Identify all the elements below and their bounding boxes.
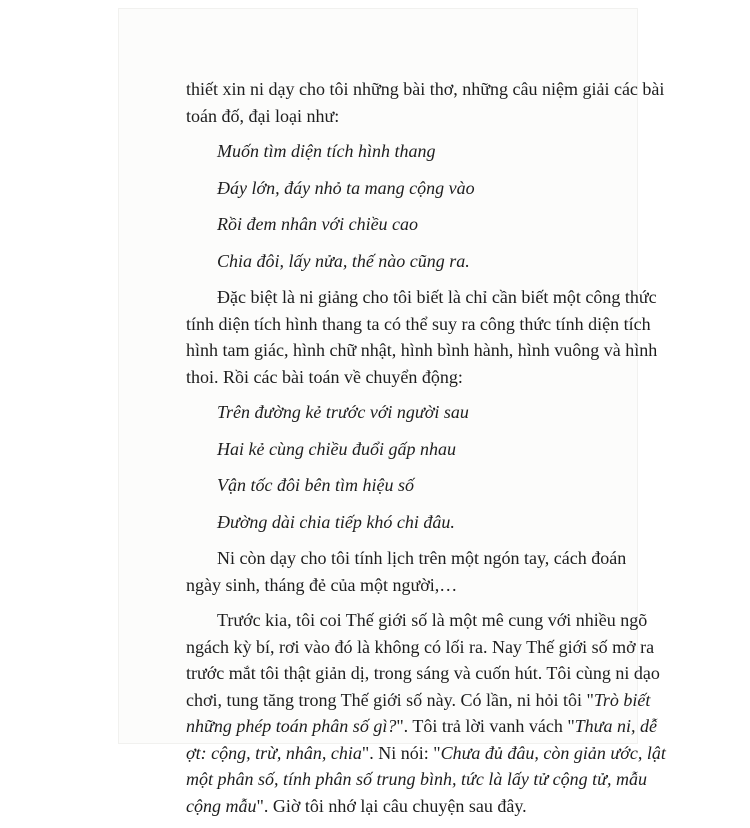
paragraph-formula: [186, 284, 658, 390]
text-run: ". Tôi trả lời vanh vách ": [396, 716, 575, 736]
text-line: Đặc biệt là ni giảng cho tôi biết là chỉ cần biết một công thức: [217, 287, 657, 307]
text-line: thoi. Rồi các bài toán về chuyển động:: [186, 366, 463, 387]
text-line: tính diện tích hình thang ta có thể suy ra công thức tính diện tích: [186, 313, 651, 334]
paragraph-number-world: [186, 607, 666, 819]
verse-line: Rồi đem nhân với chiều cao: [217, 214, 419, 234]
italic-run: những phép toán phân số gì?: [186, 716, 397, 736]
text-line: [186, 793, 630, 820]
text-line: trước mắt tôi thật giản dị, trong sáng và cuốn hút. Tôi cùng ni dạo: [186, 663, 660, 683]
text-run: chơi, tung tăng trong Thế giới số này. Có lần, ni hỏi tôi ": [186, 689, 594, 710]
text-run: ". Ni nói: ": [361, 742, 441, 763]
text-line: [186, 740, 666, 767]
text-line: ngách kỳ bí, rơi vào đó là không có lối ra. Nay Thế giới số mở ra: [186, 636, 655, 657]
verse-line: Hai kẻ cùng chiều đuổi gấp nhau: [217, 438, 456, 459]
verse-line: Đường dài chia tiếp khó chi đâu.: [217, 511, 455, 532]
text-line: [186, 687, 651, 714]
text-run: ". Giờ tôi nhớ lại câu chuyện sau đây.: [256, 795, 527, 816]
italic-run: Chưa đủ đâu, còn giản ước, lật: [440, 742, 666, 763]
text-line: thiết xin ni dạy cho tôi những bài thơ, những câu niệm giải các bài: [186, 79, 665, 99]
italic-run: Trò biết: [593, 689, 651, 710]
body-text: [186, 76, 666, 828]
text-line: một phân số, tính phân số trung bình, tức là lấy tử cộng tử, mẫu: [186, 769, 647, 789]
verse-trapezoid: [186, 138, 630, 274]
text-line: [186, 713, 657, 740]
paragraph-calendar: [186, 545, 630, 598]
text-line: hình tam giác, hình chữ nhật, hình bình hành, hình vuông và hình: [186, 340, 658, 360]
italic-run: cộng mẫu: [186, 795, 257, 816]
verse-line: Đáy lớn, đáy nhỏ ta mang cộng vào: [217, 177, 475, 198]
verse-line: Vận tốc đôi bên tìm hiệu số: [217, 475, 414, 495]
verse-line: Trên đường kẻ trước với người sau: [217, 402, 469, 422]
intro-paragraph: [186, 76, 665, 129]
verse-line: Muốn tìm diện tích hình thang: [217, 141, 436, 161]
verse-motion: [186, 399, 630, 535]
text-line: Ni còn dạy cho tôi tính lịch trên một ngón tay, cách đoán: [217, 548, 627, 568]
text-line: Trước kia, tôi coi Thế giới số là một mê cung với nhiều ngõ: [217, 610, 648, 630]
verse-line: Chia đôi, lấy nửa, thế nào cũng ra.: [217, 250, 470, 271]
italic-run: Thưa ni, dễ: [574, 716, 657, 736]
text-line: ngày sinh, tháng đẻ của một người,…: [186, 574, 458, 595]
text-line: toán đố, đại loại như:: [186, 105, 340, 126]
italic-run: ợt: cộng, trừ, nhân, chia: [186, 742, 362, 763]
